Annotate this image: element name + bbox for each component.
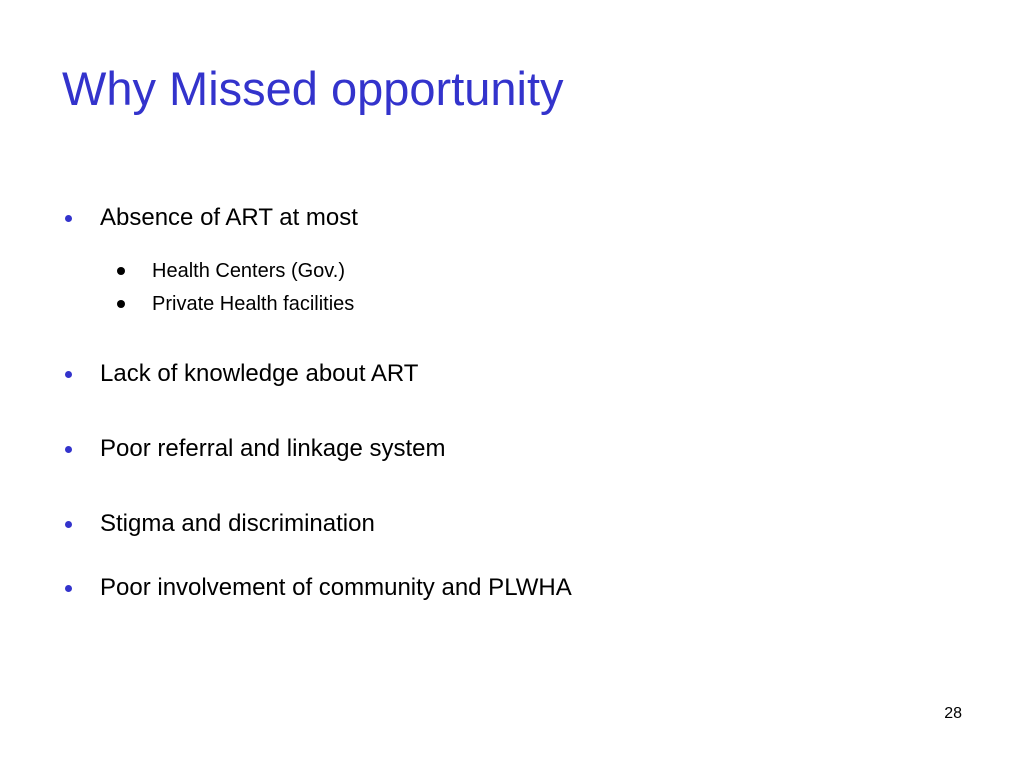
- bullet-text: Absence of ART at most: [100, 204, 358, 231]
- bullet-text: Poor referral and linkage system: [100, 435, 446, 462]
- slide-title: Why Missed opportunity: [62, 62, 564, 115]
- sub-bullet-dot-icon: [117, 300, 125, 308]
- bullet-dot-icon: [65, 371, 72, 378]
- bullet-text: Lack of knowledge about ART: [100, 360, 419, 387]
- bullet-text: Stigma and discrimination: [100, 510, 375, 537]
- bullet-dot-icon: [65, 446, 72, 453]
- bullet-dot-icon: [65, 521, 72, 528]
- bullet-dot-icon: [65, 215, 72, 222]
- bullet-dot-icon: [65, 585, 72, 592]
- sub-bullet-text: Private Health facilities: [152, 293, 355, 315]
- page-number: 28: [944, 705, 962, 722]
- sub-bullet-text: Health Centers (Gov.): [152, 260, 346, 282]
- bullet-text: Poor involvement of community and PLWHA: [100, 574, 572, 601]
- sub-bullet-dot-icon: [117, 267, 125, 275]
